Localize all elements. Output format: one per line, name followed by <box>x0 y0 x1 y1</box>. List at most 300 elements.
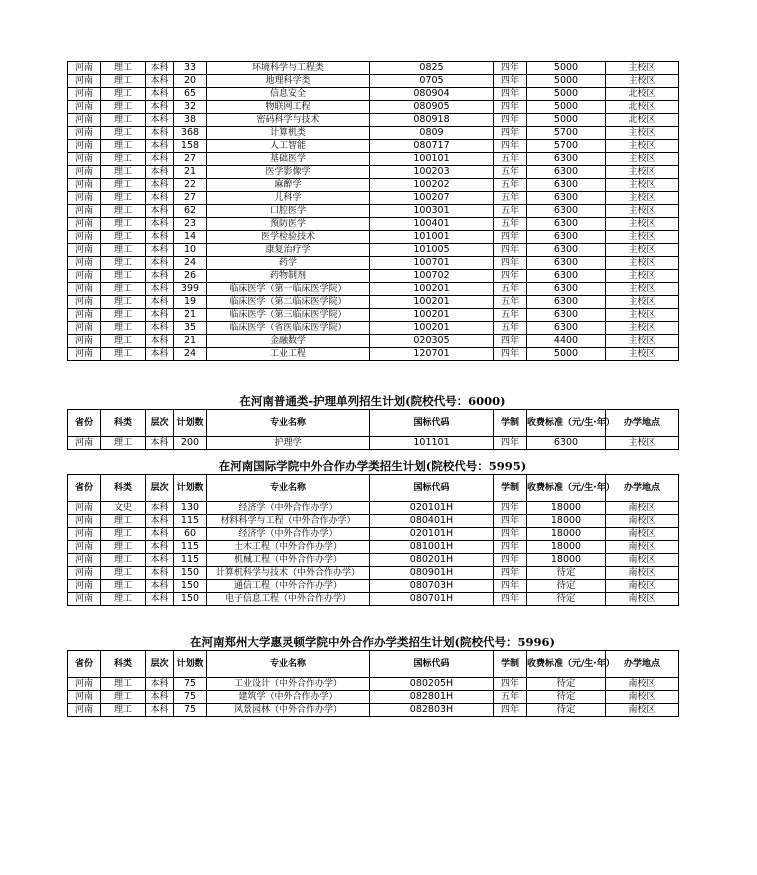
table-row <box>68 114 679 127</box>
table-cell-campus: 北校区 <box>606 101 679 114</box>
table-cell-national-code: 020101H <box>370 502 494 515</box>
table-cell-tuition: 18000 <box>527 528 606 541</box>
table-cell-plan-count: 115 <box>174 541 207 554</box>
section-title-wellington-college: 在河南郑州大学惠灵顿学院中外合作办学类招生计划(院校代号：5996) <box>190 635 555 649</box>
table-cell-category: 理工 <box>101 335 146 348</box>
table-cell-province: 河南 <box>68 140 101 153</box>
table-cell-tuition: 待定 <box>527 678 606 691</box>
table-cell-campus: 主校区 <box>606 62 679 75</box>
table-cell-category: 理工 <box>101 580 146 593</box>
table-cell-major-name: 信息安全 <box>207 88 370 101</box>
table-cell-duration: 五年 <box>494 283 527 296</box>
table-cell-plan-count: 38 <box>174 114 207 127</box>
table-cell-major-name: 医学影像学 <box>207 166 370 179</box>
table-cell-plan-count: 33 <box>174 62 207 75</box>
table-cell-major-name: 工业工程 <box>207 348 370 361</box>
table-row <box>68 296 679 309</box>
table-cell-duration: 四年 <box>494 231 527 244</box>
column-header-major-name: 专业名称 <box>207 410 370 437</box>
table-cell-level: 本科 <box>146 296 174 309</box>
table-cell-level: 本科 <box>146 502 174 515</box>
table-cell-campus: 南校区 <box>606 502 679 515</box>
table-cell-category: 理工 <box>101 593 146 606</box>
table-row <box>68 62 679 75</box>
table-cell-category: 理工 <box>101 309 146 322</box>
table-cell-level: 本科 <box>146 166 174 179</box>
table-cell-major-name: 护理学 <box>207 437 370 450</box>
column-header-level: 层次 <box>146 410 174 437</box>
table-row <box>68 127 679 140</box>
table-cell-duration: 四年 <box>494 554 527 567</box>
table-cell-category: 理工 <box>101 153 146 166</box>
table-cell-campus: 南校区 <box>606 541 679 554</box>
table-row <box>68 580 679 593</box>
table-cell-province: 河南 <box>68 88 101 101</box>
table-row <box>68 75 679 88</box>
table-cell-plan-count: 21 <box>174 309 207 322</box>
table-cell-major-name: 材料科学与工程（中外合作办学） <box>207 515 370 528</box>
table-row <box>68 205 679 218</box>
table-cell-category: 理工 <box>101 140 146 153</box>
table-row <box>68 218 679 231</box>
table-cell-level: 本科 <box>146 153 174 166</box>
table-cell-duration: 四年 <box>494 127 527 140</box>
table-cell-province: 河南 <box>68 678 101 691</box>
table-cell-tuition: 5000 <box>527 101 606 114</box>
table-cell-major-name: 经济学（中外合作办学） <box>207 528 370 541</box>
table-cell-tuition: 待定 <box>527 580 606 593</box>
table-cell-category: 文史 <box>101 502 146 515</box>
table-cell-category: 理工 <box>101 75 146 88</box>
table-cell-level: 本科 <box>146 580 174 593</box>
table-cell-province: 河南 <box>68 593 101 606</box>
table-cell-plan-count: 19 <box>174 296 207 309</box>
table-cell-category: 理工 <box>101 270 146 283</box>
table-cell-category: 理工 <box>101 244 146 257</box>
table-cell-level: 本科 <box>146 515 174 528</box>
table-cell-duration: 四年 <box>494 101 527 114</box>
table-cell-national-code: 0809 <box>370 127 494 140</box>
table-cell-tuition: 6300 <box>527 437 606 450</box>
table-cell-duration: 四年 <box>494 348 527 361</box>
table-cell-category: 理工 <box>101 127 146 140</box>
table-row <box>68 678 679 691</box>
table-cell-national-code: 101005 <box>370 244 494 257</box>
table-cell-level: 本科 <box>146 192 174 205</box>
table-cell-major-name: 临床医学（第二临床医学院） <box>207 296 370 309</box>
table-cell-category: 理工 <box>101 231 146 244</box>
table-cell-duration: 五年 <box>494 153 527 166</box>
table-cell-province: 河南 <box>68 101 101 114</box>
table-cell-level: 本科 <box>146 704 174 717</box>
table-cell-province: 河南 <box>68 335 101 348</box>
table-cell-national-code: 080905 <box>370 101 494 114</box>
table-cell-major-name: 基础医学 <box>207 153 370 166</box>
table-row <box>68 153 679 166</box>
table-cell-category: 理工 <box>101 218 146 231</box>
table-cell-level: 本科 <box>146 205 174 218</box>
column-header-tuition: 收费标准（元/生·年） <box>527 475 606 502</box>
table-cell-category: 理工 <box>101 704 146 717</box>
table-cell-province: 河南 <box>68 192 101 205</box>
table-cell-duration: 四年 <box>494 678 527 691</box>
table-cell-plan-count: 200 <box>174 437 207 450</box>
table-cell-level: 本科 <box>146 335 174 348</box>
table-cell-campus: 主校区 <box>606 218 679 231</box>
table-cell-level: 本科 <box>146 283 174 296</box>
table-cell-plan-count: 158 <box>174 140 207 153</box>
table-cell-province: 河南 <box>68 348 101 361</box>
table-cell-national-code: 0705 <box>370 75 494 88</box>
table-cell-province: 河南 <box>68 554 101 567</box>
column-header-tuition: 收费标准（元/生·年） <box>527 410 606 437</box>
table-cell-plan-count: 399 <box>174 283 207 296</box>
table-cell-duration: 五年 <box>494 179 527 192</box>
table-cell-major-name: 经济学（中外合作办学） <box>207 502 370 515</box>
table-row <box>68 502 679 515</box>
table-cell-tuition: 5000 <box>527 62 606 75</box>
table-cell-tuition: 6300 <box>527 257 606 270</box>
table-cell-tuition: 6300 <box>527 296 606 309</box>
table-cell-campus: 主校区 <box>606 244 679 257</box>
table-cell-province: 河南 <box>68 580 101 593</box>
table-cell-national-code: 080918 <box>370 114 494 127</box>
column-header-category: 科类 <box>101 651 146 678</box>
table-cell-campus: 主校区 <box>606 127 679 140</box>
table-cell-national-code: 100101 <box>370 153 494 166</box>
table-cell-tuition: 18000 <box>527 541 606 554</box>
table-cell-duration: 四年 <box>494 257 527 270</box>
table-cell-tuition: 18000 <box>527 554 606 567</box>
table-cell-tuition: 18000 <box>527 515 606 528</box>
table-cell-plan-count: 62 <box>174 205 207 218</box>
table-cell-level: 本科 <box>146 270 174 283</box>
table-cell-duration: 四年 <box>494 528 527 541</box>
table-cell-national-code: 080205H <box>370 678 494 691</box>
table-cell-campus: 主校区 <box>606 140 679 153</box>
table-cell-duration: 四年 <box>494 437 527 450</box>
table-cell-level: 本科 <box>146 75 174 88</box>
table-cell-tuition: 5000 <box>527 348 606 361</box>
table-cell-duration: 五年 <box>494 205 527 218</box>
table-row <box>68 244 679 257</box>
table-row <box>68 528 679 541</box>
table-cell-level: 本科 <box>146 257 174 270</box>
table-cell-level: 本科 <box>146 244 174 257</box>
enrollment-plan-table-international-college <box>67 474 679 606</box>
section-title-international-college: 在河南国际学院中外合作办学类招生计划(院校代号：5995) <box>218 459 527 473</box>
table-cell-plan-count: 10 <box>174 244 207 257</box>
table-cell-plan-count: 150 <box>174 580 207 593</box>
table-cell-national-code: 080904 <box>370 88 494 101</box>
table-cell-level: 本科 <box>146 348 174 361</box>
table-cell-campus: 南校区 <box>606 528 679 541</box>
table-cell-plan-count: 32 <box>174 101 207 114</box>
table-row <box>68 567 679 580</box>
enrollment-plan-table-nursing <box>67 409 679 450</box>
table-row <box>68 257 679 270</box>
table-cell-duration: 四年 <box>494 567 527 580</box>
table-cell-tuition: 6300 <box>527 205 606 218</box>
table-cell-level: 本科 <box>146 593 174 606</box>
table-cell-category: 理工 <box>101 322 146 335</box>
column-header-level: 层次 <box>146 475 174 502</box>
table-cell-national-code: 100201 <box>370 309 494 322</box>
table-cell-major-name: 环境科学与工程类 <box>207 62 370 75</box>
table-cell-major-name: 预防医学 <box>207 218 370 231</box>
table-cell-duration: 四年 <box>494 515 527 528</box>
table-cell-duration: 四年 <box>494 704 527 717</box>
column-header-province: 省份 <box>68 410 101 437</box>
table-cell-national-code: 101101 <box>370 437 494 450</box>
table-cell-tuition: 4400 <box>527 335 606 348</box>
table-header-row <box>68 475 679 502</box>
table-row <box>68 101 679 114</box>
column-header-category: 科类 <box>101 410 146 437</box>
table-cell-national-code: 081001H <box>370 541 494 554</box>
table-cell-tuition: 6300 <box>527 309 606 322</box>
table-cell-plan-count: 65 <box>174 88 207 101</box>
table-cell-duration: 四年 <box>494 114 527 127</box>
table-cell-plan-count: 75 <box>174 704 207 717</box>
table-cell-campus: 主校区 <box>606 283 679 296</box>
table-cell-campus: 主校区 <box>606 270 679 283</box>
table-cell-campus: 主校区 <box>606 231 679 244</box>
table-cell-category: 理工 <box>101 62 146 75</box>
table-cell-campus: 主校区 <box>606 437 679 450</box>
table-cell-duration: 四年 <box>494 593 527 606</box>
table-cell-national-code: 080901H <box>370 567 494 580</box>
table-cell-campus: 主校区 <box>606 309 679 322</box>
table-cell-tuition: 18000 <box>527 502 606 515</box>
column-header-plan-count: 计划数 <box>174 410 207 437</box>
table-cell-campus: 南校区 <box>606 515 679 528</box>
table-cell-campus: 南校区 <box>606 567 679 580</box>
table-cell-category: 理工 <box>101 678 146 691</box>
table-cell-duration: 四年 <box>494 62 527 75</box>
enrollment-plan-table-wellington-college <box>67 650 679 717</box>
table-row <box>68 704 679 717</box>
table-cell-category: 理工 <box>101 348 146 361</box>
table-cell-campus: 北校区 <box>606 88 679 101</box>
table-cell-category: 理工 <box>101 205 146 218</box>
table-cell-level: 本科 <box>146 62 174 75</box>
table-cell-national-code: 080401H <box>370 515 494 528</box>
column-header-national-code: 国标代码 <box>370 651 494 678</box>
table-cell-province: 河南 <box>68 257 101 270</box>
table-cell-province: 河南 <box>68 166 101 179</box>
table-cell-major-name: 医学检验技术 <box>207 231 370 244</box>
table-cell-tuition: 6300 <box>527 166 606 179</box>
table-cell-plan-count: 27 <box>174 153 207 166</box>
table-cell-tuition: 5700 <box>527 140 606 153</box>
table-cell-category: 理工 <box>101 541 146 554</box>
table-row <box>68 231 679 244</box>
table-cell-plan-count: 75 <box>174 678 207 691</box>
table-cell-province: 河南 <box>68 153 101 166</box>
table-cell-province: 河南 <box>68 541 101 554</box>
table-cell-duration: 五年 <box>494 192 527 205</box>
table-cell-province: 河南 <box>68 296 101 309</box>
table-cell-national-code: 101001 <box>370 231 494 244</box>
table-cell-national-code: 082801H <box>370 691 494 704</box>
table-cell-tuition: 待定 <box>527 691 606 704</box>
column-header-province: 省份 <box>68 651 101 678</box>
table-row <box>68 348 679 361</box>
table-cell-major-name: 计算机科学与技术（中外合作办学） <box>207 567 370 580</box>
table-cell-plan-count: 75 <box>174 691 207 704</box>
table-cell-major-name: 计算机类 <box>207 127 370 140</box>
table-cell-national-code: 080201H <box>370 554 494 567</box>
column-header-duration: 学制 <box>494 651 527 678</box>
table-cell-major-name: 机械工程（中外合作办学） <box>207 554 370 567</box>
table-cell-duration: 五年 <box>494 691 527 704</box>
enrollment-plan-table-main <box>67 61 679 361</box>
table-cell-plan-count: 60 <box>174 528 207 541</box>
table-cell-tuition: 6300 <box>527 322 606 335</box>
table-cell-province: 河南 <box>68 114 101 127</box>
table-cell-national-code: 020305 <box>370 335 494 348</box>
table-cell-level: 本科 <box>146 322 174 335</box>
table-cell-level: 本科 <box>146 678 174 691</box>
section-title-nursing: 在河南普通类-护理单列招生计划(院校代号：6000) <box>239 394 506 408</box>
table-cell-category: 理工 <box>101 437 146 450</box>
column-header-level: 层次 <box>146 651 174 678</box>
table-cell-major-name: 药学 <box>207 257 370 270</box>
table-cell-national-code: 100201 <box>370 296 494 309</box>
table-row <box>68 88 679 101</box>
table-row <box>68 437 679 450</box>
table-row <box>68 554 679 567</box>
table-cell-tuition: 6300 <box>527 153 606 166</box>
table-cell-level: 本科 <box>146 179 174 192</box>
table-cell-level: 本科 <box>146 437 174 450</box>
table-cell-plan-count: 24 <box>174 348 207 361</box>
table-cell-duration: 五年 <box>494 218 527 231</box>
table-cell-province: 河南 <box>68 704 101 717</box>
table-cell-plan-count: 22 <box>174 179 207 192</box>
table-cell-category: 理工 <box>101 101 146 114</box>
table-cell-national-code: 082803H <box>370 704 494 717</box>
table-cell-category: 理工 <box>101 515 146 528</box>
table-cell-campus: 主校区 <box>606 153 679 166</box>
table-cell-campus: 主校区 <box>606 75 679 88</box>
table-cell-campus: 南校区 <box>606 554 679 567</box>
column-header-tuition: 收费标准（元/生·年） <box>527 651 606 678</box>
table-cell-duration: 四年 <box>494 502 527 515</box>
table-cell-category: 理工 <box>101 691 146 704</box>
column-header-plan-count: 计划数 <box>174 475 207 502</box>
table-cell-major-name: 密码科学与技术 <box>207 114 370 127</box>
table-cell-major-name: 临床医学（第一临床医学院） <box>207 283 370 296</box>
table-cell-plan-count: 130 <box>174 502 207 515</box>
table-cell-major-name: 工业设计（中外合作办学） <box>207 678 370 691</box>
column-header-national-code: 国标代码 <box>370 410 494 437</box>
table-cell-duration: 四年 <box>494 541 527 554</box>
table-cell-category: 理工 <box>101 257 146 270</box>
table-cell-tuition: 待定 <box>527 593 606 606</box>
column-header-campus: 办学地点 <box>606 410 679 437</box>
table-cell-campus: 主校区 <box>606 348 679 361</box>
table-cell-province: 河南 <box>68 283 101 296</box>
table-cell-plan-count: 20 <box>174 75 207 88</box>
table-cell-province: 河南 <box>68 270 101 283</box>
table-cell-tuition: 6300 <box>527 283 606 296</box>
table-cell-plan-count: 23 <box>174 218 207 231</box>
table-cell-level: 本科 <box>146 528 174 541</box>
table-cell-major-name: 物联网工程 <box>207 101 370 114</box>
table-cell-major-name: 金融数学 <box>207 335 370 348</box>
table-cell-plan-count: 368 <box>174 127 207 140</box>
table-cell-province: 河南 <box>68 528 101 541</box>
table-cell-duration: 四年 <box>494 244 527 257</box>
table-cell-tuition: 5000 <box>527 114 606 127</box>
table-cell-tuition: 6300 <box>527 231 606 244</box>
table-cell-duration: 五年 <box>494 309 527 322</box>
table-cell-national-code: 100207 <box>370 192 494 205</box>
table-cell-province: 河南 <box>68 75 101 88</box>
table-cell-province: 河南 <box>68 127 101 140</box>
table-cell-plan-count: 150 <box>174 593 207 606</box>
table-cell-level: 本科 <box>146 101 174 114</box>
table-row <box>68 179 679 192</box>
table-cell-tuition: 待定 <box>527 704 606 717</box>
table-cell-plan-count: 35 <box>174 322 207 335</box>
table-cell-level: 本科 <box>146 88 174 101</box>
table-cell-campus: 南校区 <box>606 691 679 704</box>
table-row <box>68 515 679 528</box>
table-cell-campus: 主校区 <box>606 322 679 335</box>
table-cell-campus: 南校区 <box>606 580 679 593</box>
table-cell-major-name: 麻醉学 <box>207 179 370 192</box>
table-cell-province: 河南 <box>68 691 101 704</box>
table-cell-major-name: 建筑学（中外合作办学） <box>207 691 370 704</box>
table-cell-major-name: 临床医学（省医临床医学院） <box>207 322 370 335</box>
table-cell-major-name: 地理科学类 <box>207 75 370 88</box>
table-cell-plan-count: 150 <box>174 567 207 580</box>
table-cell-major-name: 人工智能 <box>207 140 370 153</box>
table-cell-level: 本科 <box>146 114 174 127</box>
table-cell-campus: 主校区 <box>606 166 679 179</box>
column-header-major-name: 专业名称 <box>207 475 370 502</box>
table-cell-duration: 五年 <box>494 166 527 179</box>
table-cell-plan-count: 14 <box>174 231 207 244</box>
table-cell-province: 河南 <box>68 218 101 231</box>
table-header-row <box>68 651 679 678</box>
table-cell-national-code: 100301 <box>370 205 494 218</box>
table-cell-national-code: 100203 <box>370 166 494 179</box>
table-cell-tuition: 6300 <box>527 244 606 257</box>
table-cell-duration: 四年 <box>494 75 527 88</box>
table-cell-national-code: 120701 <box>370 348 494 361</box>
table-cell-level: 本科 <box>146 218 174 231</box>
table-cell-category: 理工 <box>101 554 146 567</box>
table-cell-tuition: 6300 <box>527 192 606 205</box>
table-cell-plan-count: 27 <box>174 192 207 205</box>
table-cell-level: 本科 <box>146 554 174 567</box>
table-cell-province: 河南 <box>68 515 101 528</box>
table-cell-province: 河南 <box>68 231 101 244</box>
table-cell-level: 本科 <box>146 127 174 140</box>
table-cell-campus: 主校区 <box>606 192 679 205</box>
table-cell-plan-count: 115 <box>174 554 207 567</box>
table-cell-major-name: 临床医学（第三临床医学院） <box>207 309 370 322</box>
table-cell-major-name: 电子信息工程（中外合作办学） <box>207 593 370 606</box>
table-cell-province: 河南 <box>68 179 101 192</box>
table-cell-national-code: 100702 <box>370 270 494 283</box>
table-cell-duration: 四年 <box>494 335 527 348</box>
table-cell-duration: 五年 <box>494 322 527 335</box>
